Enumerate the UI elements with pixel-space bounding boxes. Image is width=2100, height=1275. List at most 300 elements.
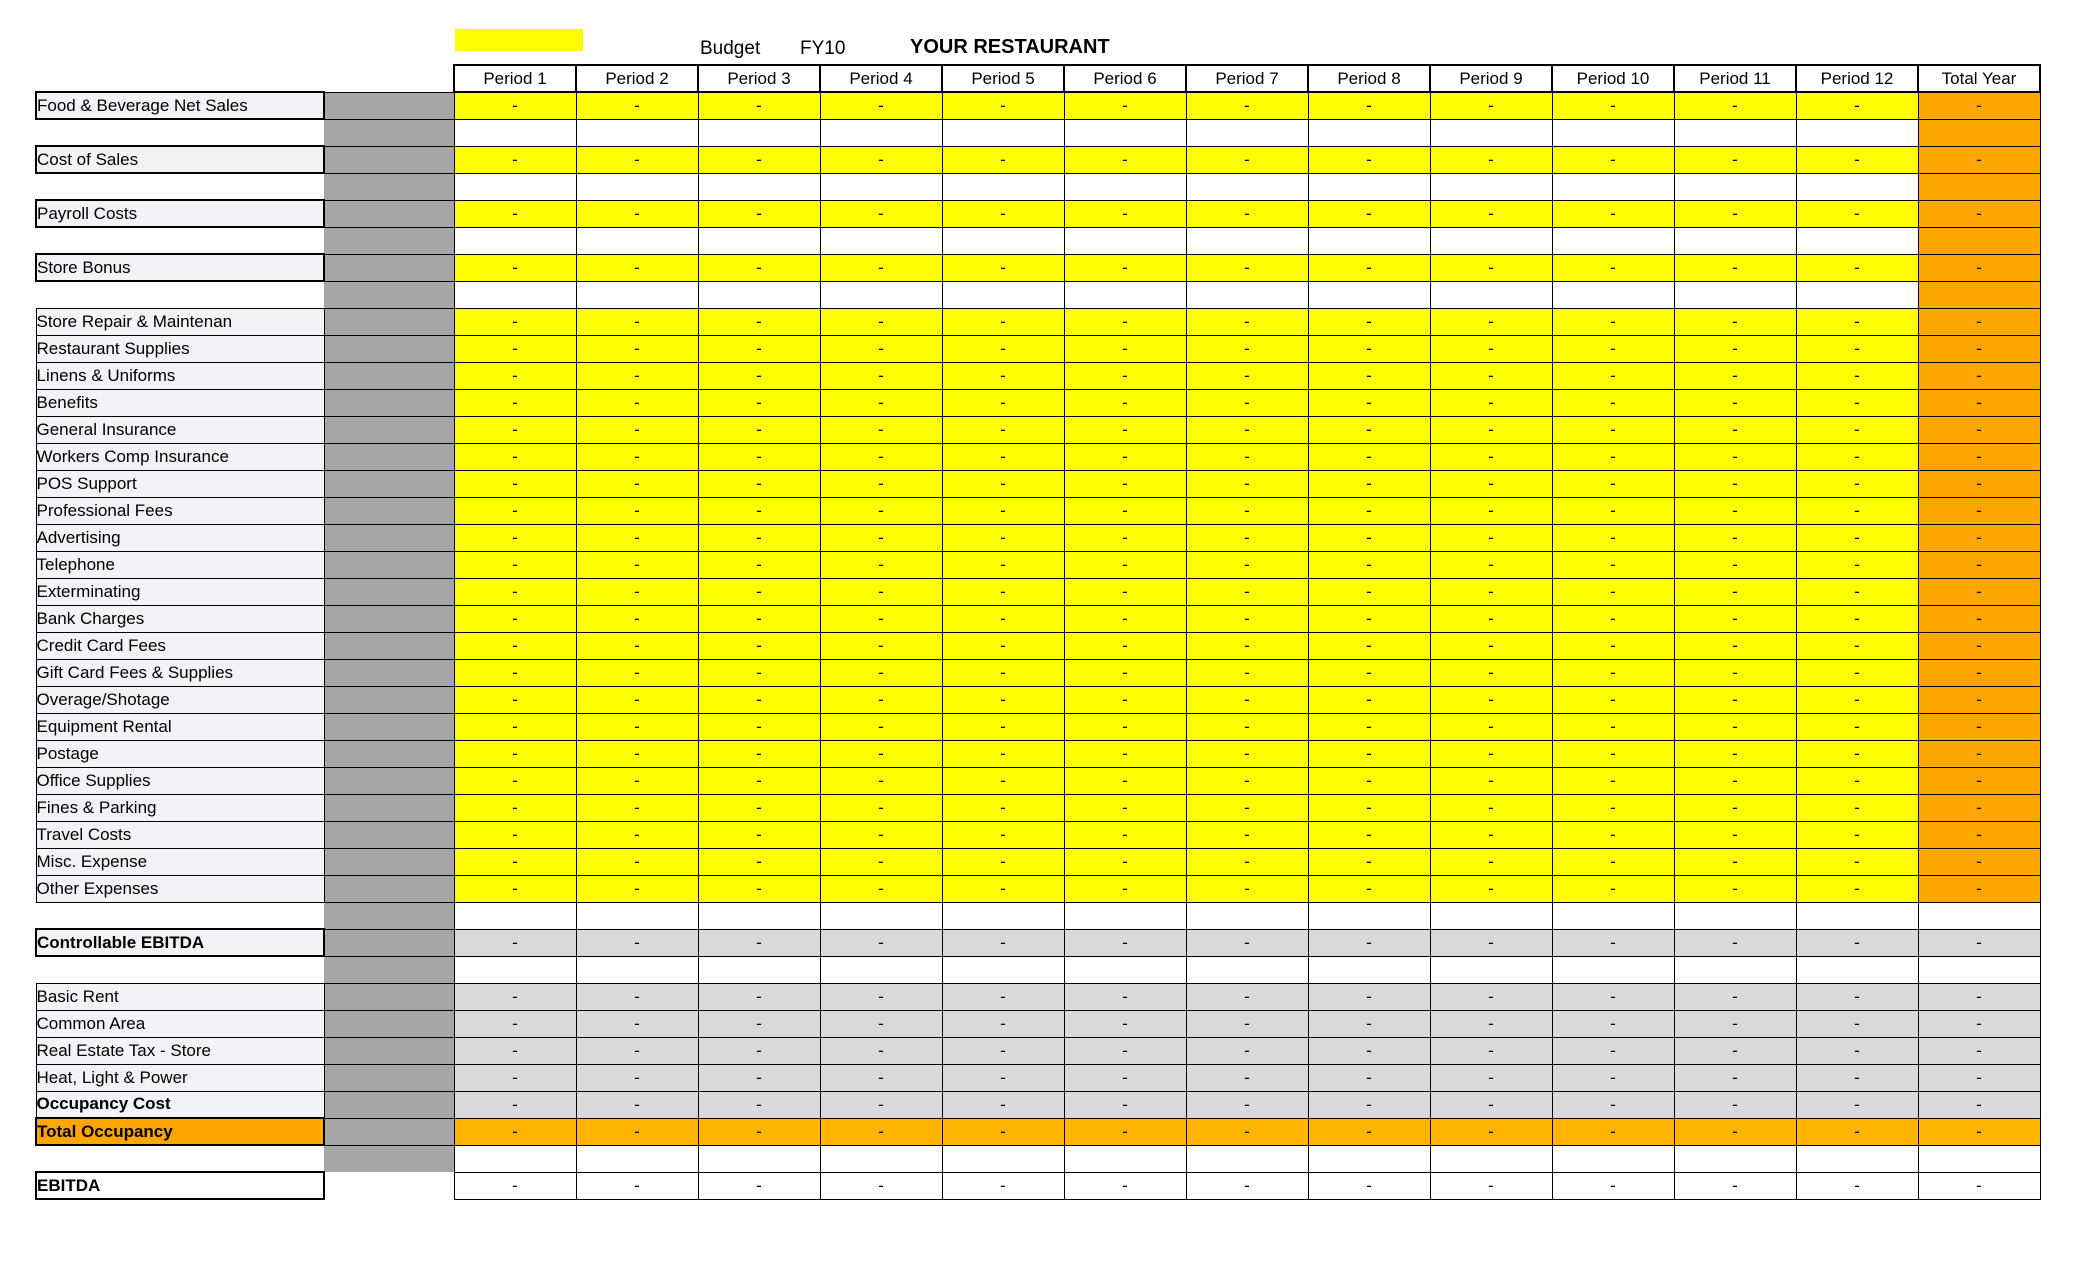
cell-other-expenses-period-4[interactable]: - [820,875,942,902]
cell-real-estate-tax-store-period-6[interactable]: - [1064,1037,1186,1064]
cell-postage-period-2[interactable]: - [576,740,698,767]
cell-blank-1-period-3[interactable] [698,119,820,146]
cell-blank-6-period-9[interactable] [1430,956,1552,983]
cell-pos-support-total-year[interactable]: - [1918,470,2040,497]
cell-blank-3-period-4[interactable] [820,227,942,254]
cell-blank-6-period-8[interactable] [1308,956,1430,983]
cell-blank-7-period-2[interactable] [576,1145,698,1172]
cell-total-occupancy-period-10[interactable]: - [1552,1118,1674,1145]
cell-ebitda-period-4[interactable]: - [820,1172,942,1199]
cell-store-repair-maintenance-period-3[interactable]: - [698,308,820,335]
cell-workers-comp-insurance-total-year[interactable]: - [1918,443,2040,470]
cell-blank-1-total-year[interactable] [1918,119,2040,146]
header-highlight-cell[interactable] [455,29,583,51]
cell-restaurant-supplies-period-6[interactable]: - [1064,335,1186,362]
column-header-period-3[interactable]: Period 3 [698,65,820,92]
cell-other-expenses-total-year[interactable]: - [1918,875,2040,902]
cell-credit-card-fees-total-year[interactable]: - [1918,632,2040,659]
cell-real-estate-tax-store-period-7[interactable]: - [1186,1037,1308,1064]
cell-linens-uniforms-period-1[interactable]: - [454,362,576,389]
cell-telephone-period-10[interactable]: - [1552,551,1674,578]
cell-advertising-period-6[interactable]: - [1064,524,1186,551]
cell-telephone-total-year[interactable]: - [1918,551,2040,578]
cell-general-insurance-period-2[interactable]: - [576,416,698,443]
cell-food-beverage-net-sales-period-1[interactable]: - [454,92,576,119]
cell-common-area-period-8[interactable]: - [1308,1010,1430,1037]
cell-blank-2-period-5[interactable] [942,173,1064,200]
cell-fines-parking-period-11[interactable]: - [1674,794,1796,821]
cell-blank-1-period-10[interactable] [1552,119,1674,146]
cell-controllable-ebitda-period-5[interactable]: - [942,929,1064,956]
cell-pos-support-period-5[interactable]: - [942,470,1064,497]
cell-cost-of-sales-period-6[interactable]: - [1064,146,1186,173]
cell-common-area-period-7[interactable]: - [1186,1010,1308,1037]
cell-workers-comp-insurance-period-8[interactable]: - [1308,443,1430,470]
cell-general-insurance-total-year[interactable]: - [1918,416,2040,443]
cell-exterminating-period-7[interactable]: - [1186,578,1308,605]
row-label-blank-3[interactable] [36,227,324,254]
row-label-ebitda[interactable]: EBITDA [36,1172,324,1199]
row-label-office-supplies[interactable]: Office Supplies [36,767,324,794]
cell-controllable-ebitda-period-11[interactable]: - [1674,929,1796,956]
cell-postage-period-4[interactable]: - [820,740,942,767]
cell-general-insurance-period-9[interactable]: - [1430,416,1552,443]
cell-professional-fees-total-year[interactable]: - [1918,497,2040,524]
cell-bank-charges-period-5[interactable]: - [942,605,1064,632]
cell-bank-charges-period-7[interactable]: - [1186,605,1308,632]
cell-equipment-rental-period-6[interactable]: - [1064,713,1186,740]
cell-blank-4-period-12[interactable] [1796,281,1918,308]
cell-exterminating-period-8[interactable]: - [1308,578,1430,605]
cell-pos-support-period-11[interactable]: - [1674,470,1796,497]
cell-basic-rent-period-6[interactable]: - [1064,983,1186,1010]
column-header-period-10[interactable]: Period 10 [1552,65,1674,92]
cell-controllable-ebitda-period-6[interactable]: - [1064,929,1186,956]
cell-exterminating-period-3[interactable]: - [698,578,820,605]
cell-blank-4-period-11[interactable] [1674,281,1796,308]
cell-food-beverage-net-sales-period-2[interactable]: - [576,92,698,119]
cell-blank-1-period-12[interactable] [1796,119,1918,146]
cell-total-occupancy-period-1[interactable]: - [454,1118,576,1145]
cell-fines-parking-period-5[interactable]: - [942,794,1064,821]
cell-occupancy-cost-period-12[interactable]: - [1796,1091,1918,1118]
cell-fines-parking-period-7[interactable]: - [1186,794,1308,821]
cell-blank-5-period-12[interactable] [1796,902,1918,929]
row-label-misc-expense[interactable]: Misc. Expense [36,848,324,875]
cell-professional-fees-period-8[interactable]: - [1308,497,1430,524]
cell-blank-2-period-3[interactable] [698,173,820,200]
cell-blank-3-period-5[interactable] [942,227,1064,254]
cell-payroll-costs-period-9[interactable]: - [1430,200,1552,227]
row-label-linens-uniforms[interactable]: Linens & Uniforms [36,362,324,389]
cell-ebitda-period-12[interactable]: - [1796,1172,1918,1199]
row-label-real-estate-tax-store[interactable]: Real Estate Tax - Store [36,1037,324,1064]
cell-total-occupancy-total-year[interactable]: - [1918,1118,2040,1145]
cell-store-repair-maintenance-period-4[interactable]: - [820,308,942,335]
cell-store-bonus-period-8[interactable]: - [1308,254,1430,281]
cell-linens-uniforms-period-8[interactable]: - [1308,362,1430,389]
cell-blank-3-period-1[interactable] [454,227,576,254]
cell-equipment-rental-period-12[interactable]: - [1796,713,1918,740]
cell-office-supplies-period-5[interactable]: - [942,767,1064,794]
cell-other-expenses-period-9[interactable]: - [1430,875,1552,902]
cell-exterminating-period-6[interactable]: - [1064,578,1186,605]
cell-food-beverage-net-sales-period-5[interactable]: - [942,92,1064,119]
cell-food-beverage-net-sales-period-3[interactable]: - [698,92,820,119]
cell-cost-of-sales-period-4[interactable]: - [820,146,942,173]
cell-store-bonus-total-year[interactable]: - [1918,254,2040,281]
cell-other-expenses-period-11[interactable]: - [1674,875,1796,902]
cell-store-bonus-period-4[interactable]: - [820,254,942,281]
cell-common-area-period-2[interactable]: - [576,1010,698,1037]
cell-office-supplies-period-9[interactable]: - [1430,767,1552,794]
cell-office-supplies-period-11[interactable]: - [1674,767,1796,794]
cell-ebitda-period-5[interactable]: - [942,1172,1064,1199]
cell-overage-shortage-period-6[interactable]: - [1064,686,1186,713]
cell-benefits-period-8[interactable]: - [1308,389,1430,416]
cell-heat-light-power-period-12[interactable]: - [1796,1064,1918,1091]
cell-workers-comp-insurance-period-1[interactable]: - [454,443,576,470]
cell-linens-uniforms-period-9[interactable]: - [1430,362,1552,389]
cell-overage-shortage-period-3[interactable]: - [698,686,820,713]
row-label-bank-charges[interactable]: Bank Charges [36,605,324,632]
cell-overage-shortage-period-12[interactable]: - [1796,686,1918,713]
cell-credit-card-fees-period-12[interactable]: - [1796,632,1918,659]
cell-real-estate-tax-store-period-3[interactable]: - [698,1037,820,1064]
cell-controllable-ebitda-period-12[interactable]: - [1796,929,1918,956]
cell-controllable-ebitda-total-year[interactable]: - [1918,929,2040,956]
cell-advertising-period-5[interactable]: - [942,524,1064,551]
cell-misc-expense-period-4[interactable]: - [820,848,942,875]
cell-office-supplies-total-year[interactable]: - [1918,767,2040,794]
cell-real-estate-tax-store-period-10[interactable]: - [1552,1037,1674,1064]
row-label-common-area[interactable]: Common Area [36,1010,324,1037]
cell-blank-1-period-4[interactable] [820,119,942,146]
cell-controllable-ebitda-period-2[interactable]: - [576,929,698,956]
cell-pos-support-period-3[interactable]: - [698,470,820,497]
row-label-payroll-costs[interactable]: Payroll Costs [36,200,324,227]
cell-misc-expense-period-12[interactable]: - [1796,848,1918,875]
cell-benefits-period-6[interactable]: - [1064,389,1186,416]
cell-professional-fees-period-12[interactable]: - [1796,497,1918,524]
cell-heat-light-power-period-8[interactable]: - [1308,1064,1430,1091]
row-label-overage-shortage[interactable]: Overage/Shotage [36,686,324,713]
cell-bank-charges-period-6[interactable]: - [1064,605,1186,632]
cell-bank-charges-period-8[interactable]: - [1308,605,1430,632]
cell-overage-shortage-period-4[interactable]: - [820,686,942,713]
cell-blank-1-period-7[interactable] [1186,119,1308,146]
cell-equipment-rental-period-5[interactable]: - [942,713,1064,740]
cell-controllable-ebitda-period-7[interactable]: - [1186,929,1308,956]
cell-real-estate-tax-store-period-9[interactable]: - [1430,1037,1552,1064]
cell-overage-shortage-total-year[interactable]: - [1918,686,2040,713]
cell-payroll-costs-period-7[interactable]: - [1186,200,1308,227]
cell-professional-fees-period-6[interactable]: - [1064,497,1186,524]
cell-workers-comp-insurance-period-11[interactable]: - [1674,443,1796,470]
cell-pos-support-period-9[interactable]: - [1430,470,1552,497]
cell-overage-shortage-period-10[interactable]: - [1552,686,1674,713]
cell-restaurant-supplies-period-2[interactable]: - [576,335,698,362]
cell-ebitda-period-1[interactable]: - [454,1172,576,1199]
cell-heat-light-power-period-4[interactable]: - [820,1064,942,1091]
cell-exterminating-period-4[interactable]: - [820,578,942,605]
cell-linens-uniforms-period-11[interactable]: - [1674,362,1796,389]
cell-equipment-rental-total-year[interactable]: - [1918,713,2040,740]
cell-restaurant-supplies-period-5[interactable]: - [942,335,1064,362]
cell-equipment-rental-period-3[interactable]: - [698,713,820,740]
cell-gift-card-fees-supplies-period-4[interactable]: - [820,659,942,686]
cell-exterminating-period-5[interactable]: - [942,578,1064,605]
cell-general-insurance-period-1[interactable]: - [454,416,576,443]
cell-telephone-period-3[interactable]: - [698,551,820,578]
cell-bank-charges-period-9[interactable]: - [1430,605,1552,632]
cell-basic-rent-period-3[interactable]: - [698,983,820,1010]
cell-total-occupancy-period-8[interactable]: - [1308,1118,1430,1145]
cell-pos-support-period-10[interactable]: - [1552,470,1674,497]
cell-professional-fees-period-2[interactable]: - [576,497,698,524]
cell-blank-1-period-5[interactable] [942,119,1064,146]
cell-blank-5-total-year[interactable] [1918,902,2040,929]
cell-misc-expense-period-11[interactable]: - [1674,848,1796,875]
cell-ebitda-total-year[interactable]: - [1918,1172,2040,1199]
cell-cost-of-sales-period-5[interactable]: - [942,146,1064,173]
column-header-period-1[interactable]: Period 1 [454,65,576,92]
cell-blank-5-period-1[interactable] [454,902,576,929]
cell-store-bonus-period-10[interactable]: - [1552,254,1674,281]
cell-basic-rent-period-2[interactable]: - [576,983,698,1010]
row-label-food-beverage-net-sales[interactable]: Food & Beverage Net Sales [36,92,324,119]
cell-travel-costs-period-6[interactable]: - [1064,821,1186,848]
cell-blank-6-period-10[interactable] [1552,956,1674,983]
cell-blank-7-period-9[interactable] [1430,1145,1552,1172]
cell-telephone-period-2[interactable]: - [576,551,698,578]
row-label-blank-1[interactable] [36,119,324,146]
cell-payroll-costs-period-3[interactable]: - [698,200,820,227]
row-label-store-bonus[interactable]: Store Bonus [36,254,324,281]
cell-equipment-rental-period-11[interactable]: - [1674,713,1796,740]
cell-blank-7-total-year[interactable] [1918,1145,2040,1172]
cell-blank-5-period-2[interactable] [576,902,698,929]
cell-total-occupancy-period-9[interactable]: - [1430,1118,1552,1145]
cell-blank-4-period-3[interactable] [698,281,820,308]
cell-blank-6-period-3[interactable] [698,956,820,983]
cell-linens-uniforms-total-year[interactable]: - [1918,362,2040,389]
cell-real-estate-tax-store-period-8[interactable]: - [1308,1037,1430,1064]
cell-pos-support-period-4[interactable]: - [820,470,942,497]
cell-blank-7-period-8[interactable] [1308,1145,1430,1172]
cell-blank-3-period-12[interactable] [1796,227,1918,254]
row-label-controllable-ebitda[interactable]: Controllable EBITDA [36,929,324,956]
cell-overage-shortage-period-2[interactable]: - [576,686,698,713]
cell-misc-expense-period-8[interactable]: - [1308,848,1430,875]
cell-professional-fees-period-10[interactable]: - [1552,497,1674,524]
cell-blank-2-period-1[interactable] [454,173,576,200]
cell-cost-of-sales-period-12[interactable]: - [1796,146,1918,173]
cell-office-supplies-period-2[interactable]: - [576,767,698,794]
row-label-credit-card-fees[interactable]: Credit Card Fees [36,632,324,659]
cell-gift-card-fees-supplies-period-6[interactable]: - [1064,659,1186,686]
cell-controllable-ebitda-period-1[interactable]: - [454,929,576,956]
cell-blank-4-period-2[interactable] [576,281,698,308]
cell-postage-period-10[interactable]: - [1552,740,1674,767]
cell-cost-of-sales-total-year[interactable]: - [1918,146,2040,173]
cell-common-area-period-6[interactable]: - [1064,1010,1186,1037]
cell-gift-card-fees-supplies-period-12[interactable]: - [1796,659,1918,686]
cell-occupancy-cost-period-7[interactable]: - [1186,1091,1308,1118]
row-label-blank-2[interactable] [36,173,324,200]
cell-cost-of-sales-period-3[interactable]: - [698,146,820,173]
row-label-blank-4[interactable] [36,281,324,308]
cell-office-supplies-period-6[interactable]: - [1064,767,1186,794]
cell-blank-4-period-5[interactable] [942,281,1064,308]
cell-postage-total-year[interactable]: - [1918,740,2040,767]
cell-basic-rent-period-11[interactable]: - [1674,983,1796,1010]
cell-benefits-period-1[interactable]: - [454,389,576,416]
cell-benefits-period-7[interactable]: - [1186,389,1308,416]
cell-workers-comp-insurance-period-5[interactable]: - [942,443,1064,470]
cell-other-expenses-period-5[interactable]: - [942,875,1064,902]
cell-heat-light-power-period-6[interactable]: - [1064,1064,1186,1091]
cell-store-bonus-period-7[interactable]: - [1186,254,1308,281]
cell-store-repair-maintenance-period-7[interactable]: - [1186,308,1308,335]
cell-blank-4-period-7[interactable] [1186,281,1308,308]
cell-total-occupancy-period-11[interactable]: - [1674,1118,1796,1145]
cell-other-expenses-period-8[interactable]: - [1308,875,1430,902]
cell-real-estate-tax-store-period-5[interactable]: - [942,1037,1064,1064]
cell-food-beverage-net-sales-period-6[interactable]: - [1064,92,1186,119]
cell-total-occupancy-period-7[interactable]: - [1186,1118,1308,1145]
cell-store-bonus-period-1[interactable]: - [454,254,576,281]
cell-real-estate-tax-store-period-1[interactable]: - [454,1037,576,1064]
cell-credit-card-fees-period-11[interactable]: - [1674,632,1796,659]
cell-equipment-rental-period-1[interactable]: - [454,713,576,740]
cell-gift-card-fees-supplies-total-year[interactable]: - [1918,659,2040,686]
cell-common-area-period-5[interactable]: - [942,1010,1064,1037]
cell-controllable-ebitda-period-8[interactable]: - [1308,929,1430,956]
row-label-exterminating[interactable]: Exterminating [36,578,324,605]
cell-travel-costs-period-12[interactable]: - [1796,821,1918,848]
cell-equipment-rental-period-8[interactable]: - [1308,713,1430,740]
cell-ebitda-period-11[interactable]: - [1674,1172,1796,1199]
cell-office-supplies-period-4[interactable]: - [820,767,942,794]
cell-linens-uniforms-period-12[interactable]: - [1796,362,1918,389]
cell-linens-uniforms-period-3[interactable]: - [698,362,820,389]
column-header-period-8[interactable]: Period 8 [1308,65,1430,92]
cell-food-beverage-net-sales-period-8[interactable]: - [1308,92,1430,119]
cell-blank-7-period-4[interactable] [820,1145,942,1172]
cell-real-estate-tax-store-period-2[interactable]: - [576,1037,698,1064]
cell-food-beverage-net-sales-period-10[interactable]: - [1552,92,1674,119]
cell-store-bonus-period-2[interactable]: - [576,254,698,281]
cell-linens-uniforms-period-5[interactable]: - [942,362,1064,389]
cell-linens-uniforms-period-4[interactable]: - [820,362,942,389]
column-header-period-5[interactable]: Period 5 [942,65,1064,92]
cell-other-expenses-period-6[interactable]: - [1064,875,1186,902]
cell-basic-rent-period-12[interactable]: - [1796,983,1918,1010]
cell-store-bonus-period-6[interactable]: - [1064,254,1186,281]
cell-controllable-ebitda-period-10[interactable]: - [1552,929,1674,956]
cell-blank-3-period-2[interactable] [576,227,698,254]
cell-general-insurance-period-7[interactable]: - [1186,416,1308,443]
cell-blank-6-period-6[interactable] [1064,956,1186,983]
cell-restaurant-supplies-period-10[interactable]: - [1552,335,1674,362]
cell-cost-of-sales-period-11[interactable]: - [1674,146,1796,173]
cell-basic-rent-period-7[interactable]: - [1186,983,1308,1010]
cell-pos-support-period-7[interactable]: - [1186,470,1308,497]
cell-advertising-total-year[interactable]: - [1918,524,2040,551]
cell-blank-2-period-9[interactable] [1430,173,1552,200]
cell-other-expenses-period-7[interactable]: - [1186,875,1308,902]
cell-travel-costs-period-4[interactable]: - [820,821,942,848]
cell-workers-comp-insurance-period-7[interactable]: - [1186,443,1308,470]
cell-misc-expense-period-2[interactable]: - [576,848,698,875]
cell-blank-4-total-year[interactable] [1918,281,2040,308]
cell-basic-rent-period-8[interactable]: - [1308,983,1430,1010]
cell-controllable-ebitda-period-9[interactable]: - [1430,929,1552,956]
cell-restaurant-supplies-period-11[interactable]: - [1674,335,1796,362]
cell-heat-light-power-period-5[interactable]: - [942,1064,1064,1091]
cell-misc-expense-period-10[interactable]: - [1552,848,1674,875]
cell-credit-card-fees-period-3[interactable]: - [698,632,820,659]
cell-exterminating-total-year[interactable]: - [1918,578,2040,605]
cell-store-repair-maintenance-period-2[interactable]: - [576,308,698,335]
cell-overage-shortage-period-8[interactable]: - [1308,686,1430,713]
cell-other-expenses-period-3[interactable]: - [698,875,820,902]
cell-misc-expense-period-7[interactable]: - [1186,848,1308,875]
cell-blank-3-period-8[interactable] [1308,227,1430,254]
row-label-gift-card-fees-supplies[interactable]: Gift Card Fees & Supplies [36,659,324,686]
cell-ebitda-period-2[interactable]: - [576,1172,698,1199]
cell-occupancy-cost-period-6[interactable]: - [1064,1091,1186,1118]
cell-occupancy-cost-period-11[interactable]: - [1674,1091,1796,1118]
cell-postage-period-12[interactable]: - [1796,740,1918,767]
cell-advertising-period-4[interactable]: - [820,524,942,551]
cell-telephone-period-5[interactable]: - [942,551,1064,578]
cell-blank-6-period-5[interactable] [942,956,1064,983]
cell-blank-3-period-11[interactable] [1674,227,1796,254]
cell-travel-costs-period-11[interactable]: - [1674,821,1796,848]
cell-ebitda-period-8[interactable]: - [1308,1172,1430,1199]
cell-payroll-costs-period-4[interactable]: - [820,200,942,227]
row-label-basic-rent[interactable]: Basic Rent [36,983,324,1010]
cell-blank-5-period-5[interactable] [942,902,1064,929]
cell-blank-3-period-3[interactable] [698,227,820,254]
row-label-blank-5[interactable] [36,902,324,929]
cell-store-repair-maintenance-period-9[interactable]: - [1430,308,1552,335]
cell-food-beverage-net-sales-period-9[interactable]: - [1430,92,1552,119]
cell-travel-costs-total-year[interactable]: - [1918,821,2040,848]
row-label-store-repair-maintenance[interactable]: Store Repair & Maintenan [36,308,324,335]
cell-professional-fees-period-7[interactable]: - [1186,497,1308,524]
cell-misc-expense-period-5[interactable]: - [942,848,1064,875]
cell-workers-comp-insurance-period-12[interactable]: - [1796,443,1918,470]
cell-credit-card-fees-period-5[interactable]: - [942,632,1064,659]
cell-blank-6-period-11[interactable] [1674,956,1796,983]
cell-real-estate-tax-store-period-11[interactable]: - [1674,1037,1796,1064]
cell-professional-fees-period-5[interactable]: - [942,497,1064,524]
cell-credit-card-fees-period-2[interactable]: - [576,632,698,659]
cell-blank-7-period-6[interactable] [1064,1145,1186,1172]
cell-bank-charges-period-12[interactable]: - [1796,605,1918,632]
cell-blank-7-period-10[interactable] [1552,1145,1674,1172]
cell-general-insurance-period-12[interactable]: - [1796,416,1918,443]
cell-postage-period-11[interactable]: - [1674,740,1796,767]
column-header-period-4[interactable]: Period 4 [820,65,942,92]
cell-credit-card-fees-period-10[interactable]: - [1552,632,1674,659]
row-label-restaurant-supplies[interactable]: Restaurant Supplies [36,335,324,362]
cell-linens-uniforms-period-2[interactable]: - [576,362,698,389]
cell-blank-2-period-12[interactable] [1796,173,1918,200]
